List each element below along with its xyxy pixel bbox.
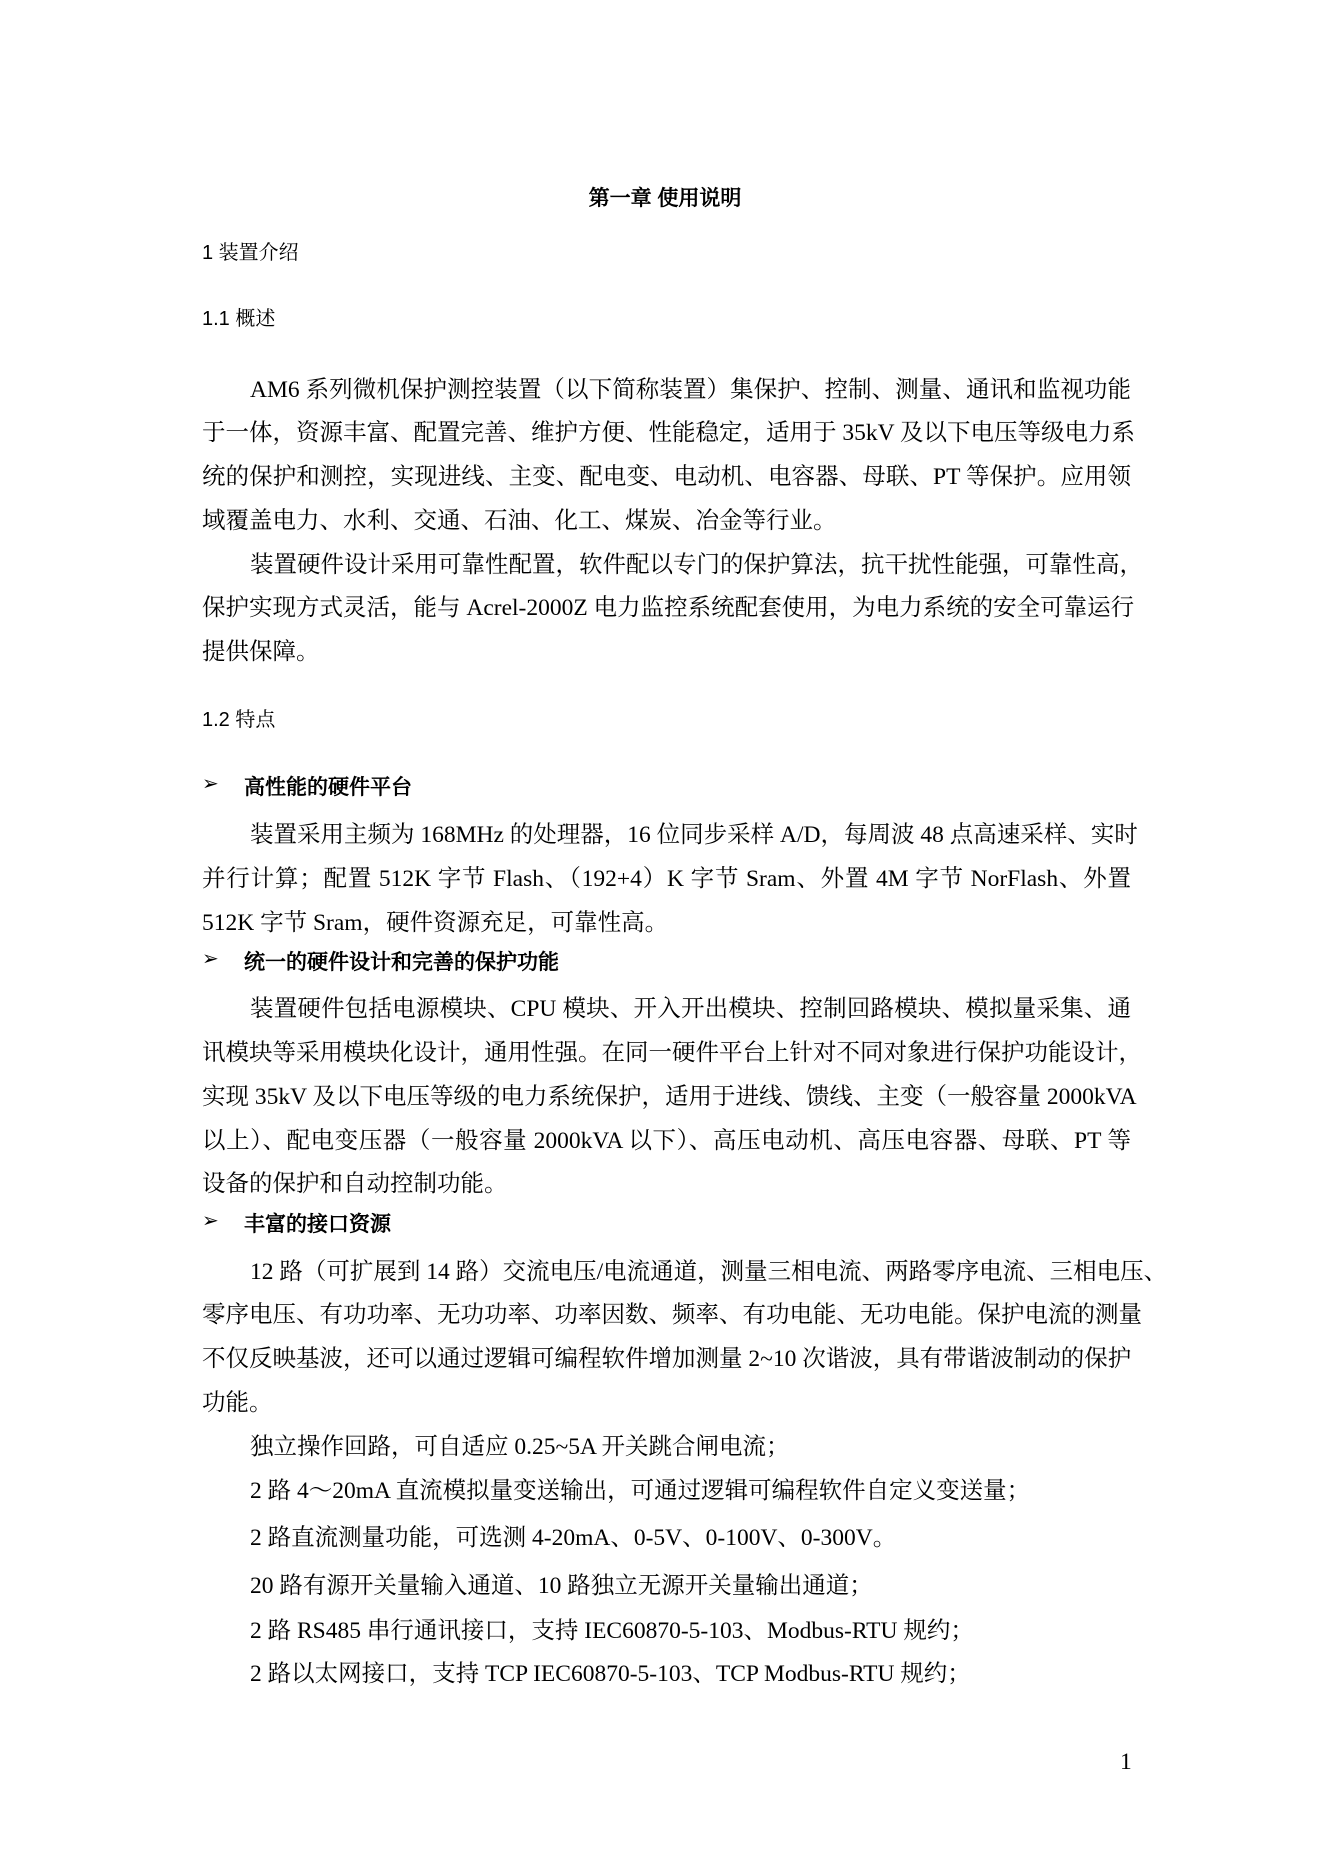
list-item: 2 路以太网接口，支持 TCP IEC60870-5-103、TCP Modbus-RTU 规约； xyxy=(250,1661,971,1687)
list-item: 独立操作回路，可自适应 0.25~5A 开关跳合闸电流； xyxy=(250,1434,790,1460)
paragraph-line: 装置硬件包括电源模块、CPU 模块、开入开出模块、控制回路模块、模拟量采集、通 xyxy=(250,996,1131,1022)
paragraph-line: 域覆盖电力、水利、交通、石油、化工、煤炭、冶金等行业。 xyxy=(202,508,837,534)
paragraph-line: 实现 35kV 及以下电压等级的电力系统保护，适用于进线、馈线、主变（一般容量 2000kVA xyxy=(202,1084,1137,1110)
chapter-title: 第一章 使用说明 xyxy=(588,187,742,210)
section-heading-1-2: 1.2 特点 xyxy=(202,709,276,731)
feature-heading: 统一的硬件设计和完善的保护功能 xyxy=(244,951,559,974)
paragraph-line: 并行计算；配置 512K 字节 Flash、（192+4）K 字节 Sram、外置 4M 字节 NorFlash、外置 xyxy=(202,866,1131,892)
section-heading-1-1: 1.1 概述 xyxy=(202,308,276,330)
paragraph-line: 保护实现方式灵活，能与 Acrel-2000Z 电力监控系统配套使用，为电力系统的安全可靠运行 xyxy=(202,595,1135,621)
feature-heading: 丰富的接口资源 xyxy=(244,1213,391,1236)
paragraph-line: AM6 系列微机保护测控装置（以下简称装置）集保护、控制、测量、通讯和监视功能 xyxy=(250,377,1131,403)
feature-heading: 高性能的硬件平台 xyxy=(244,776,412,799)
paragraph-line: 512K 字节 Sram，硬件资源充足，可靠性高。 xyxy=(202,910,669,936)
paragraph-line: 讯模块等采用模块化设计，通用性强。在同一硬件平台上针对不同对象进行保护功能设计， xyxy=(202,1040,1142,1066)
paragraph-line: 统的保护和测控，实现进线、主变、配电变、电动机、电容器、母联、PT 等保护。应用领 xyxy=(202,464,1131,490)
paragraph-line: 12 路（可扩展到 14 路）交流电压/电流通道，测量三相电流、两路零序电流、三相电压、 xyxy=(250,1259,1168,1285)
paragraph-line: 零序电压、有功功率、无功功率、功率因数、频率、有功电能、无功电能。保护电流的测量 xyxy=(202,1302,1142,1328)
paragraph-line: 以上）、配电变压器（一般容量 2000kVA 以下）、高压电动机、高压电容器、母联、PT 等 xyxy=(202,1128,1131,1154)
arrow-bullet-icon: ➢ xyxy=(202,946,219,970)
paragraph-line: 装置硬件设计采用可靠性配置，软件配以专门的保护算法，抗干扰性能强，可靠性高， xyxy=(250,552,1143,578)
section-heading-1: 1 装置介绍 xyxy=(202,242,299,264)
paragraph-line: 于一体，资源丰富、配置完善、维护方便、性能稳定，适用于 35kV 及以下电压等级电力系 xyxy=(202,420,1136,446)
list-item: 20 路有源开关量输入通道、10 路独立无源开关量输出通道； xyxy=(250,1573,873,1599)
list-item: 2 路 4～20mA 直流模拟量变送输出，可通过逻辑可编程软件自定义变送量； xyxy=(250,1478,1031,1504)
arrow-bullet-icon: ➢ xyxy=(202,771,219,795)
paragraph-line: 装置采用主频为 168MHz 的处理器，16 位同步采样 A/D，每周波 48 点高速采样、实时 xyxy=(250,822,1138,848)
page-number: 1 xyxy=(1120,1749,1132,1775)
list-item: 2 路 RS485 串行通讯接口，支持 IEC60870-5-103、Modbus-RTU 规约； xyxy=(250,1618,974,1644)
paragraph-line: 不仅反映基波，还可以通过逻辑可编程软件增加测量 2~10 次谐波，具有带谐波制动的保护 xyxy=(202,1346,1132,1372)
paragraph-line: 设备的保护和自动控制功能。 xyxy=(202,1171,508,1197)
paragraph-line: 功能。 xyxy=(202,1390,273,1416)
arrow-bullet-icon: ➢ xyxy=(202,1208,219,1232)
list-item: 2 路直流测量功能，可选测 4-20mA、0-5V、0-100V、0-300V。 xyxy=(250,1525,897,1551)
paragraph-line: 提供保障。 xyxy=(202,639,320,665)
